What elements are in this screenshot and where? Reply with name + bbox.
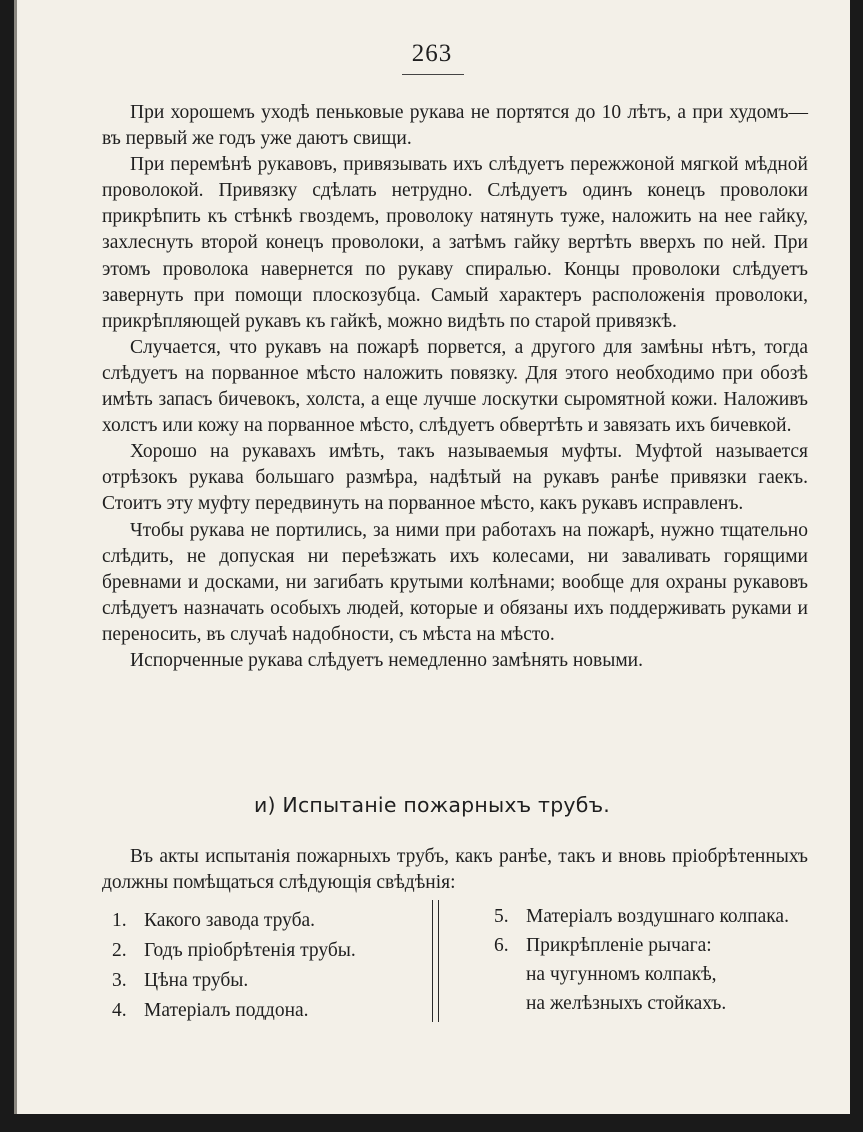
list-item-number: 5. [494, 906, 509, 927]
page-number: 263 [411, 40, 453, 67]
list-item [112, 966, 442, 996]
body-text [102, 100, 808, 674]
list-item-text: Какого завода труба. [144, 910, 316, 931]
paragraph: Чтобы рукава не портились, за ними при работахъ на пожарѣ, нужно тщательно слѣдить, не допуская ни переѣзжать ихъ колесами, ни заваливать горящими бревнами и досками, ни загибать крутыми колѣнами; вообще для охраны рукавовъ слѣдуетъ назначать особыхъ людей, которые и обязаны ихъ поддерживать руками и переносить, въ случаѣ надобности, съ мѣста на мѣсто. [102, 519, 808, 645]
list-item [494, 931, 834, 960]
list-item-text: Матеріалъ воздушнаго колпака. [526, 906, 789, 927]
list-item-text: Цѣна трубы. [144, 970, 249, 991]
info-list-right [494, 902, 834, 1018]
list-item [494, 902, 834, 931]
list-item-number: 2. [112, 940, 127, 961]
list-item-text: Прикрѣпленіе рычага: [526, 935, 712, 956]
list-item-text: Матеріалъ поддона. [144, 1000, 309, 1021]
paragraph: При хорошемъ уходѣ пеньковые рукава не портятся до 10 лѣтъ, а при худомъ—въ первый же годъ уже даютъ свищи. [102, 102, 808, 150]
list-subitem: на чугунномъ колпакѣ, [526, 964, 717, 985]
column-divider [432, 900, 433, 1022]
list-item-number: 3. [112, 970, 127, 991]
paragraph: При перемѣнѣ рукавовъ, привязывать ихъ слѣдуетъ пережжоной мягкой мѣдной проволокой. Привязку сдѣлать нетрудно. Слѣдуетъ одинъ конецъ проволоки прикрѣпить къ стѣнкѣ гвоздемъ, проволоку натянуть туже, наложить на нее гайку, захлеснуть второй конецъ проволоки, а затѣмъ гайку вертѣть вверхъ по ней. При этомъ проволока навернется по рукаву спиралью. Концы проволоки слѣдуетъ завернуть при помощи плоскозубца. Самый характеръ расположенія проволоки, прикрѣпляющей рукавъ къ гайкѣ, можно видѣть по старой привязкѣ. [102, 154, 808, 332]
binding-edge [14, 0, 17, 1114]
info-list-left [112, 906, 442, 1026]
paragraph: Хорошо на рукавахъ имѣть, такъ называемыя муфты. Муфтой называется отрѣзокъ рукава большаго размѣра, надѣтый на рукавъ ранѣе привязки гаекъ. Стоитъ эту муфту передвинуть на порванное мѣсто, какъ рукавъ исправленъ. [102, 441, 808, 515]
list-item-text: Годъ пріобрѣтенія трубы. [144, 940, 356, 961]
list-item [112, 996, 442, 1026]
list-item [112, 906, 442, 936]
column-divider [438, 900, 439, 1022]
list-item-number: 6. [494, 935, 509, 956]
paragraph: Случается, что рукавъ на пожарѣ порвется, а другого для замѣны нѣтъ, тогда слѣдуетъ на порванное мѣсто наложить повязку. Для этого необходимо при обозѣ имѣть запасъ бичевокъ, холста, а еще лучше лоскутки сыромятной кожи. Наложивъ холстъ или кожу на порванное мѣсто, слѣдуетъ обвертѣть и завязать ихъ бичевкой. [102, 336, 808, 437]
list-item [112, 936, 442, 966]
list-item-number: 4. [112, 1000, 127, 1021]
section-heading: и) Испытаніе пожарныхъ трубъ. [253, 793, 610, 817]
paragraph: Въ акты испытанія пожарныхъ трубъ, какъ ранѣе, такъ и вновь пріобрѣтенныхъ должны помѣщаться слѣдующія свѣдѣнія: [102, 846, 808, 894]
paragraph: Испорченные рукава слѣдуетъ немедленно замѣнять новыми. [130, 649, 643, 671]
page-number-underline [402, 74, 464, 75]
intro-paragraph [102, 844, 808, 896]
list-item-number: 1. [112, 910, 127, 931]
book-page [14, 0, 850, 1114]
list-subitem: на желѣзныхъ стойкахъ. [526, 993, 727, 1014]
